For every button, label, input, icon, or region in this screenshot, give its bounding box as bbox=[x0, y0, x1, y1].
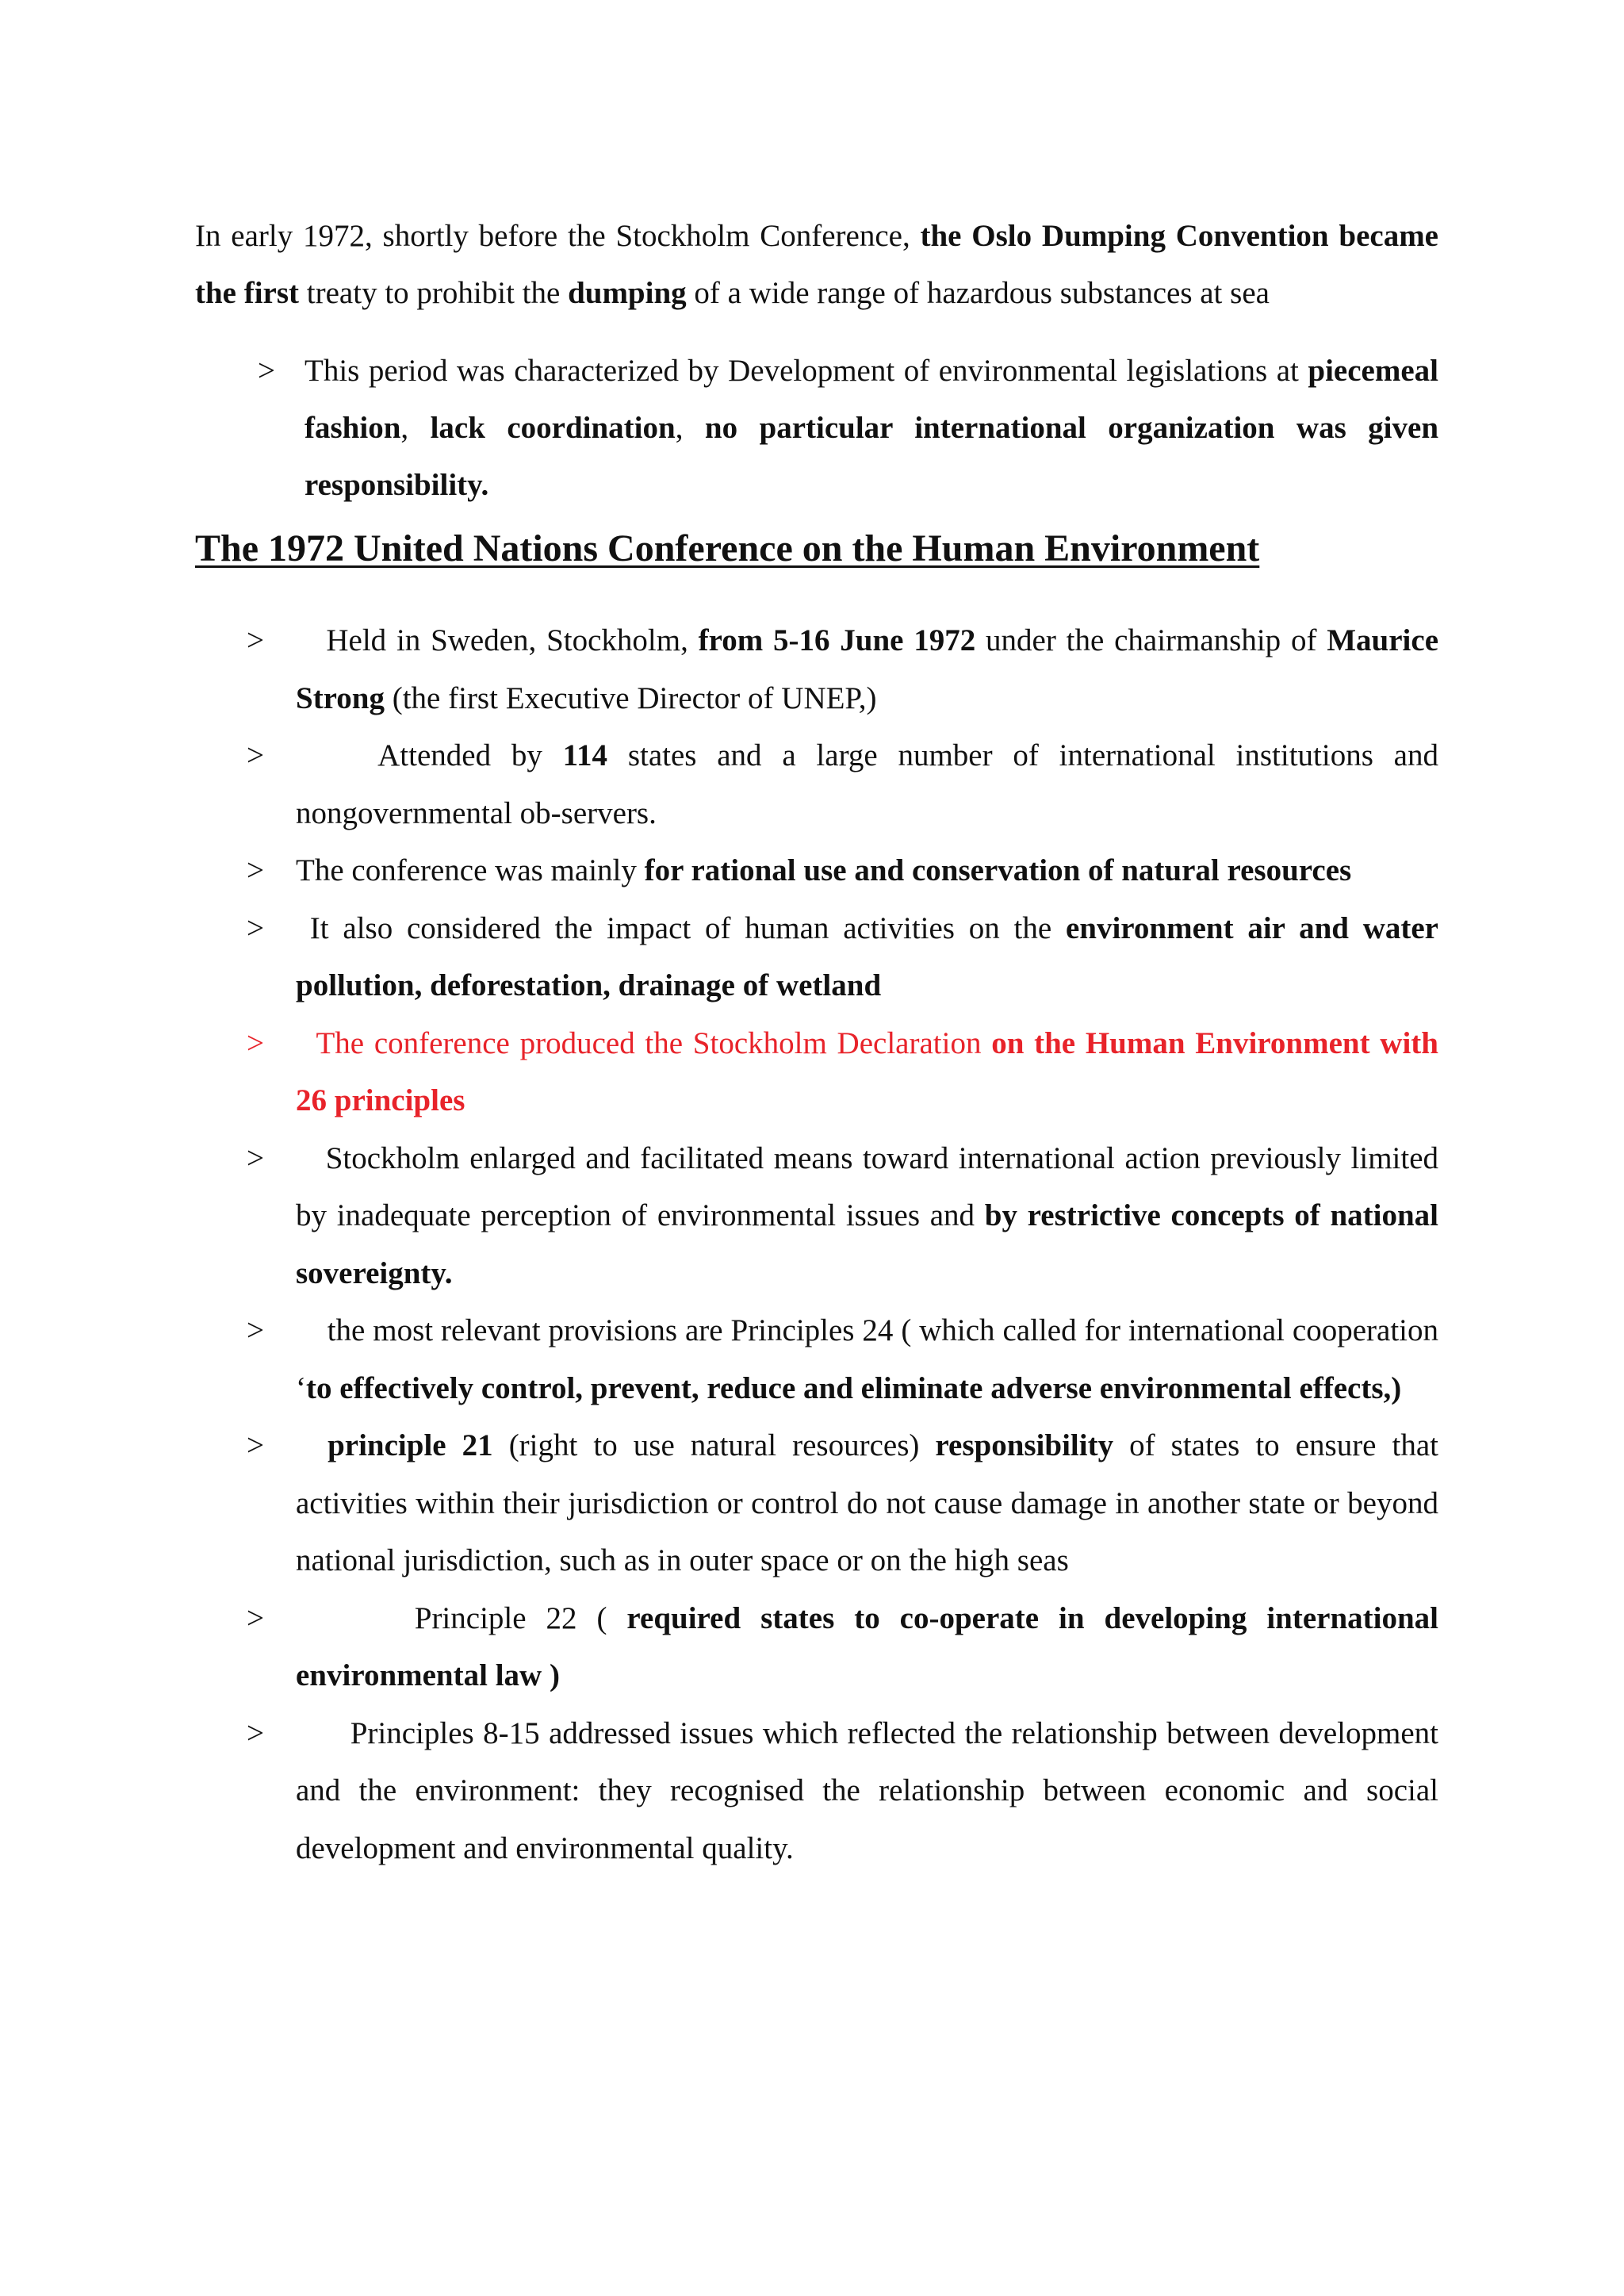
item-text: The conference produced the Stockholm Declaration bbox=[316, 1025, 992, 1060]
bullet-arrow-icon: > bbox=[247, 623, 264, 657]
period-bold-3: no particular international organization was given responsibility. bbox=[304, 411, 1439, 502]
item-bold: 114 bbox=[562, 738, 608, 772]
period-text-2: , bbox=[400, 411, 431, 445]
document-page bbox=[195, 208, 1438, 1877]
item-text: of states to ensure that activities within their jurisdiction or control do not cause damage in another state or beyond national jurisdiction, such as in outer space or on the high seas bbox=[296, 1428, 1439, 1577]
item-bold: required states to co-operate in developing international environmental law ) bbox=[296, 1600, 1438, 1692]
list-item bbox=[247, 1705, 1438, 1878]
bullet-arrow-icon: > bbox=[247, 1313, 264, 1347]
item-bold: principle 21 bbox=[327, 1428, 493, 1462]
item-bold: responsibility bbox=[935, 1428, 1114, 1462]
list-item bbox=[247, 612, 1438, 727]
item-text: (right to use natural resources) bbox=[492, 1428, 936, 1462]
item-text: Attended by bbox=[377, 738, 563, 772]
bullet-arrow-icon: > bbox=[258, 354, 275, 388]
item-bold: Maurice Strong bbox=[296, 623, 1438, 715]
item-bold: from 5-16 June 1972 bbox=[698, 623, 976, 657]
item-bold: environment air and water pollution, deforestation, drainage of wetland bbox=[296, 910, 1438, 1002]
list-item bbox=[247, 1417, 1438, 1590]
item-bold: to effectively control, prevent, reduce and eliminate adverse environmental effects,) bbox=[306, 1370, 1402, 1405]
item-bold: by restrictive concepts of national sovereignty. bbox=[296, 1198, 1438, 1290]
bullet-arrow-icon: > bbox=[247, 853, 264, 887]
period-text-1: This period was characterized by Development of environmental legislations at bbox=[304, 354, 1308, 388]
item-text: the most relevant provisions are Principles 24 ( which called for international cooperation ‘ bbox=[296, 1313, 1438, 1405]
section-heading: The 1972 United Nations Conference on the Human Environment bbox=[195, 527, 1260, 569]
bullet-arrow-icon: > bbox=[247, 1140, 264, 1175]
item-bold: for rational use and conservation of natural resources bbox=[644, 853, 1352, 887]
period-bold-1: piecemeal fashion bbox=[304, 354, 1438, 445]
list-item-highlighted bbox=[247, 1015, 1438, 1130]
item-bold: on the Human Environment with 26 principles bbox=[296, 1025, 1438, 1117]
intro-text-3: of a wide range of hazardous substances at sea bbox=[686, 276, 1270, 310]
bullet-arrow-icon: > bbox=[247, 910, 264, 945]
bullet-arrow-icon: > bbox=[247, 1025, 264, 1060]
item-text: Principle 22 ( bbox=[414, 1600, 627, 1635]
bullet-arrow-icon: > bbox=[247, 1428, 264, 1462]
list-item bbox=[247, 727, 1438, 842]
period-text-3: , bbox=[675, 411, 705, 445]
item-text: Principles 8-15 addressed issues which reflected the relationship between development and the environment: they recognised the relationship between economic and social development and environmental quality. bbox=[296, 1715, 1438, 1865]
list-item bbox=[247, 1302, 1438, 1417]
intro-paragraph bbox=[195, 208, 1438, 322]
intro-text-2: treaty to prohibit the bbox=[299, 276, 569, 310]
list-item bbox=[247, 842, 1438, 900]
list-item bbox=[247, 1130, 1438, 1303]
bullet-arrow-icon: > bbox=[247, 738, 264, 772]
intro-bold-dumping: dumping bbox=[568, 276, 687, 310]
bullet-arrow-icon: > bbox=[247, 1600, 264, 1635]
period-item bbox=[258, 343, 1438, 514]
item-text: The conference was mainly bbox=[296, 853, 645, 887]
period-bold-2: lack coordination bbox=[430, 411, 676, 445]
list-item bbox=[247, 1590, 1438, 1705]
intro-text-1: In early 1972, shortly before the Stockholm Conference, bbox=[195, 219, 921, 253]
item-text: It also considered the impact of human activities on the bbox=[309, 910, 1066, 945]
item-text: states and a large number of international institutions and nongovernmental ob-servers. bbox=[296, 738, 1438, 830]
conference-bullet-list bbox=[195, 612, 1438, 1877]
item-text: (the first Executive Director of UNEP,) bbox=[384, 680, 877, 715]
list-item bbox=[247, 900, 1438, 1015]
item-text: under the chairmanship of bbox=[975, 623, 1327, 657]
item-text: Stockholm enlarged and facilitated means toward international action previously limited by inadequate perception of environmental issues and bbox=[296, 1140, 1439, 1232]
item-text: Held in Sweden, Stockholm, bbox=[326, 623, 699, 657]
period-list bbox=[195, 343, 1438, 514]
bullet-arrow-icon: > bbox=[247, 1715, 264, 1750]
intro-bold-oslo: the Oslo Dumping Convention became the first bbox=[195, 219, 1438, 310]
